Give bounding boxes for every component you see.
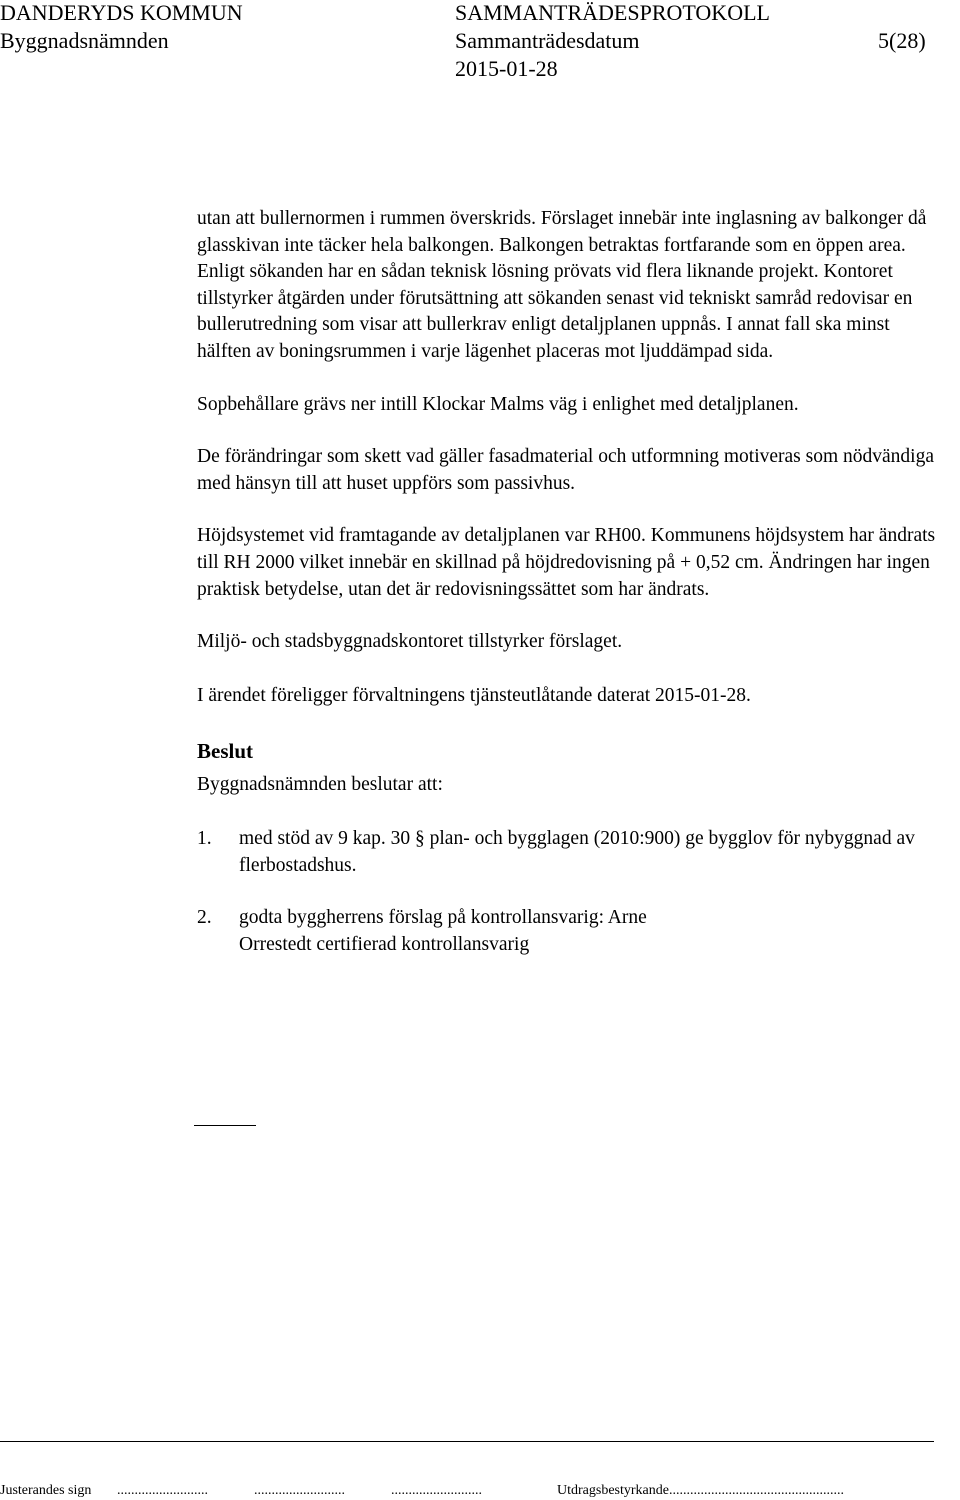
decision-item-number: 2. — [197, 907, 212, 929]
decision-item-number: 1. — [197, 827, 212, 849]
body-paragraph: Höjdsystemet vid framtagande av detaljplanen var RH00. Kommunens höjdsystem har ändrats till RH 2000 vilket innebär en skillnad på höjdredovisning på + 0,52 cm. Ändringen har ingen praktisk betydelse, utan det är redovisningssättet som har ändrats. — [197, 525, 936, 600]
page-number: 5(28) — [878, 28, 926, 53]
body-paragraph: Sopbehållare grävs ner intill Klockar Malms väg i enlighet med detaljplanen. — [197, 393, 799, 415]
body-paragraph: Miljö- och stadsbyggnadskontoret tillstyrker förslaget. — [197, 631, 623, 653]
decision-intro: Byggnadsnämnden beslutar att: — [197, 774, 443, 796]
meeting-date: 2015-01-28 — [455, 56, 558, 81]
body-paragraph: utan att bullernormen i rummen överskrids. Förslaget innebär inte inglasning av balkonger då glasskivan inte täcker hela balkongen. Balkongen betraktas fortfarande som en öppen area. Enligt sökanden har en sådan teknisk lösning prövats vid flera liknande projekt. Kontoret tillstyrker åtgärden under förutsättning att sökanden senast vid tekniskt samråd redovisar en bullerutredning som visar att bullerkrav enligt detaljplanen uppnås. I annat fall ska minst hälften av boningsrummen i varje lägenhet placeras mot ljuddämpad sida. — [197, 208, 927, 362]
document-body — [197, 206, 937, 958]
extract-certification: Utdragsbestyrkande.................................................. — [557, 1483, 844, 1498]
decision-item — [197, 826, 937, 879]
sign-label: Justerandes sign — [0, 1483, 92, 1498]
sign-field-1: .......................... — [117, 1483, 208, 1498]
body-paragraph: De förändringar som skett vad gäller fasadmaterial och utformning motiveras som nödvändiga med hänsyn till att huset uppförs som passivhus. — [197, 446, 934, 494]
footer-divider — [0, 1441, 934, 1442]
decision-item-text: med stöd av 9 kap. 30 § plan- och bygglagen (2010:900) ge bygglov för nybyggnad av flerbostadshus. — [239, 827, 915, 876]
signature-line — [194, 1125, 256, 1126]
body-paragraph: I ärendet föreligger förvaltningens tjänsteutlåtande daterat 2015-01-28. — [197, 684, 751, 706]
decision-item — [197, 905, 677, 958]
sign-field-3: .......................... — [391, 1483, 482, 1498]
sign-field-2: .......................... — [254, 1483, 345, 1498]
municipality-name: DANDERYDS KOMMUN — [0, 0, 243, 25]
document-type: SAMMANTRÄDESPROTOKOLL — [455, 0, 770, 25]
decision-heading: Beslut — [197, 739, 254, 764]
committee-name: Byggnadsnämnden — [0, 28, 169, 53]
decision-item-text: godta byggherrens förslag på kontrollansvarig: Arne Orrestedt certifierad kontrollansvarig — [239, 907, 647, 955]
meeting-date-label: Sammanträdesdatum — [455, 28, 640, 53]
